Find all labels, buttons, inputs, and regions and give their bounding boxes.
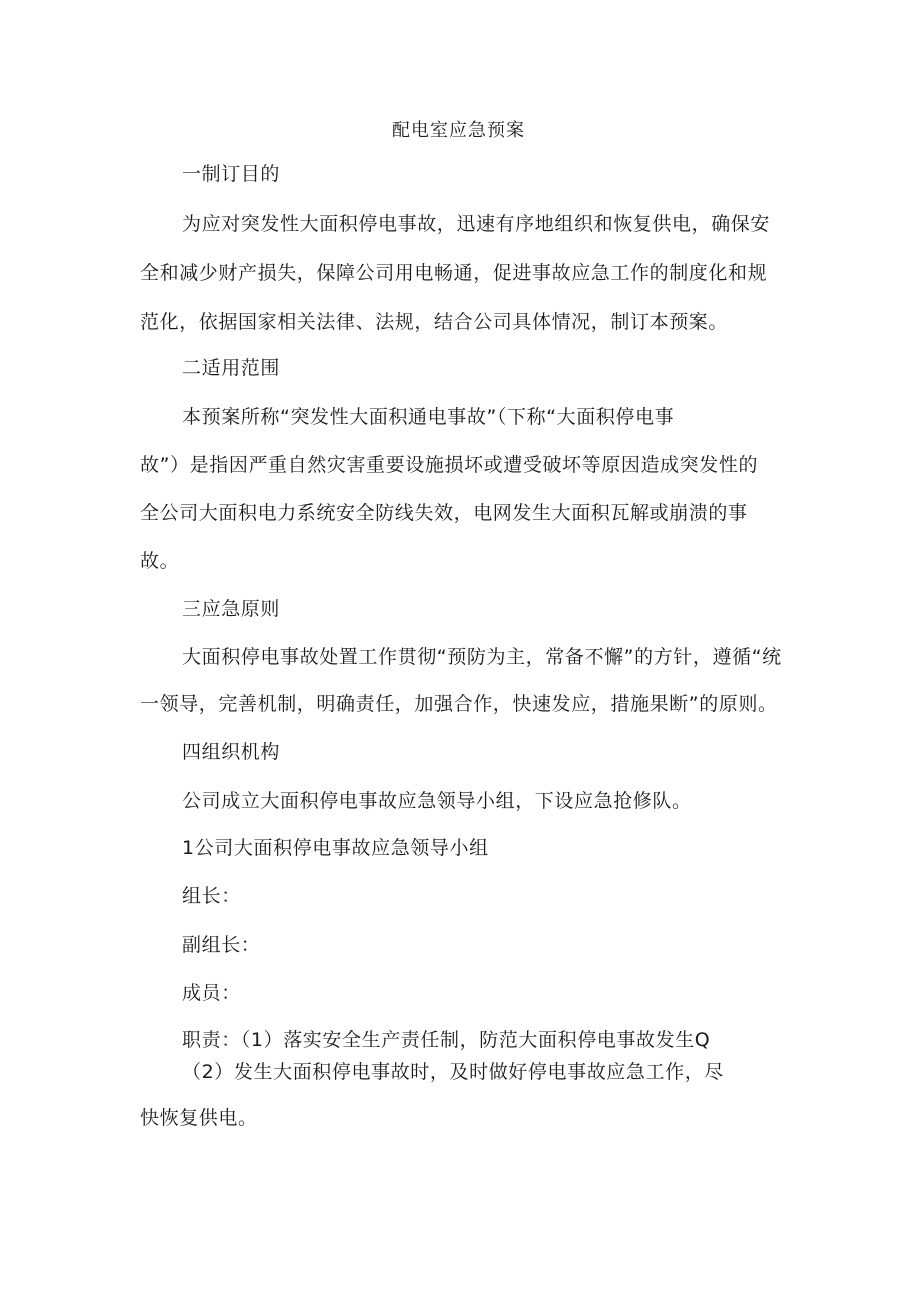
paragraph-line: 全公司大面积电力系统安全防线失效，电网发生大面积瓦解或崩溃的事 [140, 502, 748, 524]
paragraph-line: 本预案所称“突发性大面积通电事故”（下称“大面积停电事 [182, 406, 675, 428]
duty-line: 职责：（1）落实安全生产责任制，防范大面积停电事故发生Q [182, 1029, 711, 1051]
members-label: 成员： [182, 982, 241, 1004]
paragraph-line: 为应对突发性大面积停电事故，迅速有序地组织和恢复供电，确保安 [182, 213, 771, 235]
paragraph-line: 故。 [140, 550, 180, 572]
section-heading-scope: 二适用范围 [182, 357, 281, 379]
paragraph-line: 一领导，完善机制，明确责任，加强合作，快速发应，措施果断”的原则。 [140, 693, 778, 715]
deputy-leader-label: 副组长： [182, 934, 261, 956]
paragraph-line: 大面积停电事故处置工作贯彻“预防为主，常备不懈”的方针，遵循“统 [182, 646, 782, 668]
paragraph-line: 全和减少财产损失，保障公司用电畅通，促进事故应急工作的制度化和规 [140, 262, 768, 284]
section-heading-organization: 四组织机构 [182, 741, 281, 763]
duty-line: 快恢复供电。 [140, 1107, 258, 1129]
section-heading-purpose: 一制订目的 [182, 163, 281, 185]
leader-label: 组长： [182, 885, 241, 907]
section-heading-principles: 三应急原则 [182, 598, 281, 620]
duty-line: （2）发生大面积停电事故时，及时做好停电事故应急工作，尽 [182, 1061, 724, 1083]
paragraph-line: 故”）是指因严重自然灾害重要设施损坏或遭受破坏等原因造成突发性的 [140, 454, 759, 476]
paragraph-line: 范化，依据国家相关法律、法规，结合公司具体情况，制订本预案。 [140, 311, 729, 333]
document-title: 配电室应急预案 [392, 120, 525, 141]
subsection-heading: 1公司大面积停电事故应急领导小组 [182, 837, 489, 859]
paragraph-line: 公司成立大面积停电事故应急领导小组，下设应急抢修队。 [182, 790, 692, 812]
